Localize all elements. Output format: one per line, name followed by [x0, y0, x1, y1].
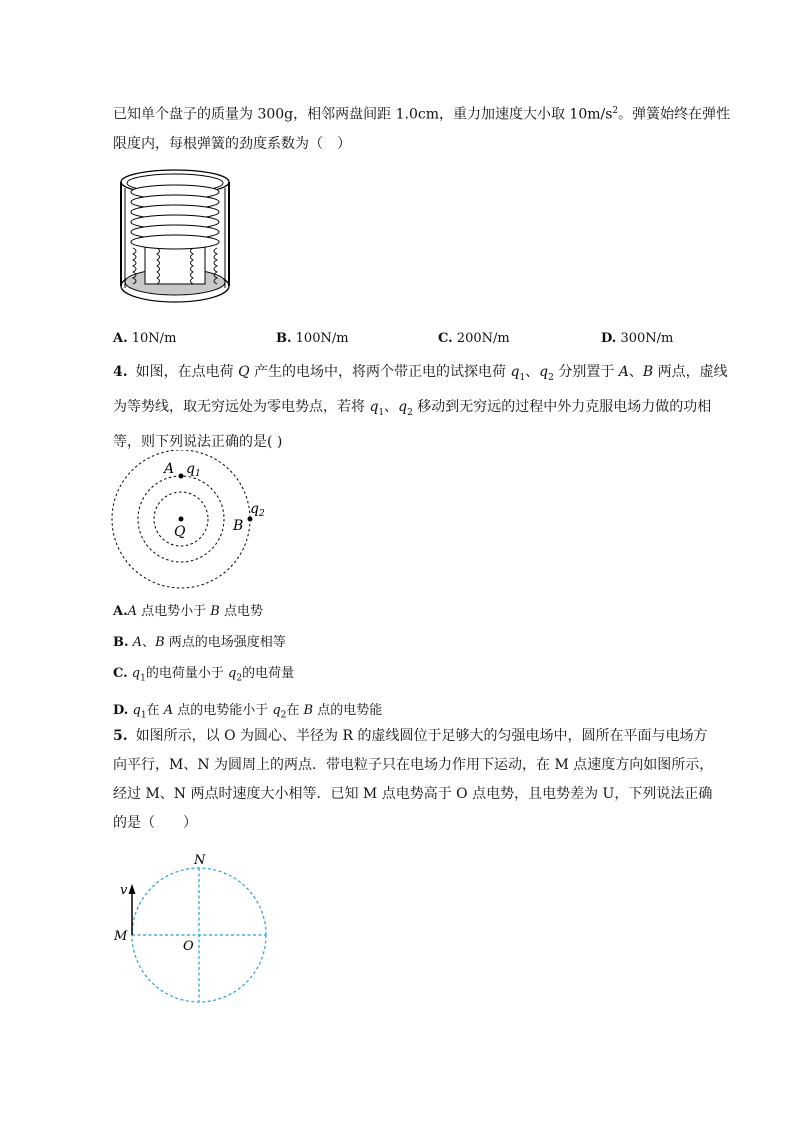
q5-circle-figure	[110, 850, 280, 1005]
q3-option-a[interactable]: A. 10N/m	[113, 331, 177, 346]
q3-options	[113, 331, 713, 351]
q5-circle-drawing	[110, 850, 280, 1005]
q4-option-d[interactable]: D. $q_1$在 A 点的电势能小于 $q_2$在 B 点的电势能	[113, 702, 383, 721]
q3-option-d[interactable]: D. 300N/m	[601, 331, 674, 346]
q4-option-a[interactable]: A.A 点电势小于 B 点电势	[113, 604, 263, 619]
q4-stem-line3: 等，则下列说法正确的是( )	[113, 433, 283, 450]
q4-equipotential-figure	[110, 450, 270, 595]
q3-stem-line1: 已知单个盘子的质量为 300g，相邻两盘间距 1.0cm，重力加速度大小取 $10m/s^2$。弹簧始终在弹性	[113, 106, 731, 123]
q4-fig-label-B: B	[233, 518, 244, 534]
q5-stem-line4: 的是（ ）	[113, 815, 197, 831]
q4-stem-line1: 4. 如图，在点电荷 Q 产生的电场中，将两个带正电的试探电荷 $q_1$、$q_2$ 分别置于 A、B 两点，虚线	[113, 364, 728, 383]
q4-equipotential-drawing	[110, 450, 270, 595]
q4-fig-label-q1: $q_1$	[186, 461, 201, 479]
plate-dispenser-figure	[113, 164, 238, 314]
q4-options	[113, 596, 703, 731]
q3-stem	[113, 97, 731, 159]
q4-number: 4.	[113, 364, 128, 380]
q3-option-c[interactable]: C. 200N/m	[438, 331, 510, 346]
q4-option-c[interactable]: C. $q_1$的电荷量小于 $q_2$的电荷量	[113, 666, 295, 684]
q5-stem-line2: 向平行，M、N 为圆周上的两点．带电粒子只在电场力作用下运动，在 M 点速度方向如图所示，	[113, 757, 714, 773]
q4-stem	[113, 358, 728, 457]
q5-fig-label-O: O	[183, 939, 194, 954]
q4-fig-label-A: A	[164, 461, 175, 477]
q4-fig-label-q2: $q_2$	[250, 501, 265, 519]
q5-stem-line1: 5. 如图所示，以 O 为圆心、半径为 R 的虚线圆位于足够大的匀强电场中，圆所在平面与电场方	[113, 728, 708, 744]
q4-option-b[interactable]: B. A、B 两点的电场强度相等	[113, 635, 286, 650]
q5-fig-label-M: M	[114, 929, 128, 944]
q5-stem	[113, 722, 714, 838]
q5-stem-line3: 经过 M、N 两点时速度大小相等．已知 M 点电势高于 O 点电势，且电势差为 U，下列说法正确	[113, 786, 713, 802]
q5-number: 5.	[113, 728, 128, 744]
q4-fig-label-Q: Q	[174, 524, 186, 540]
q4-stem-line2: 为等势线，取无穷远处为零电势点，若将 $q_1$、$q_2$ 移动到无穷远的过程中外力克服电场力做的功相	[113, 398, 712, 418]
plate-dispenser-drawing	[113, 164, 238, 314]
q3-stem-line2: 限度内，每根弹簧的劲度系数为（ ）	[113, 135, 351, 152]
q5-fig-label-N: N	[194, 853, 206, 868]
q3-option-b[interactable]: B. 100N/m	[276, 331, 349, 346]
q5-fig-label-v: v	[120, 883, 128, 898]
